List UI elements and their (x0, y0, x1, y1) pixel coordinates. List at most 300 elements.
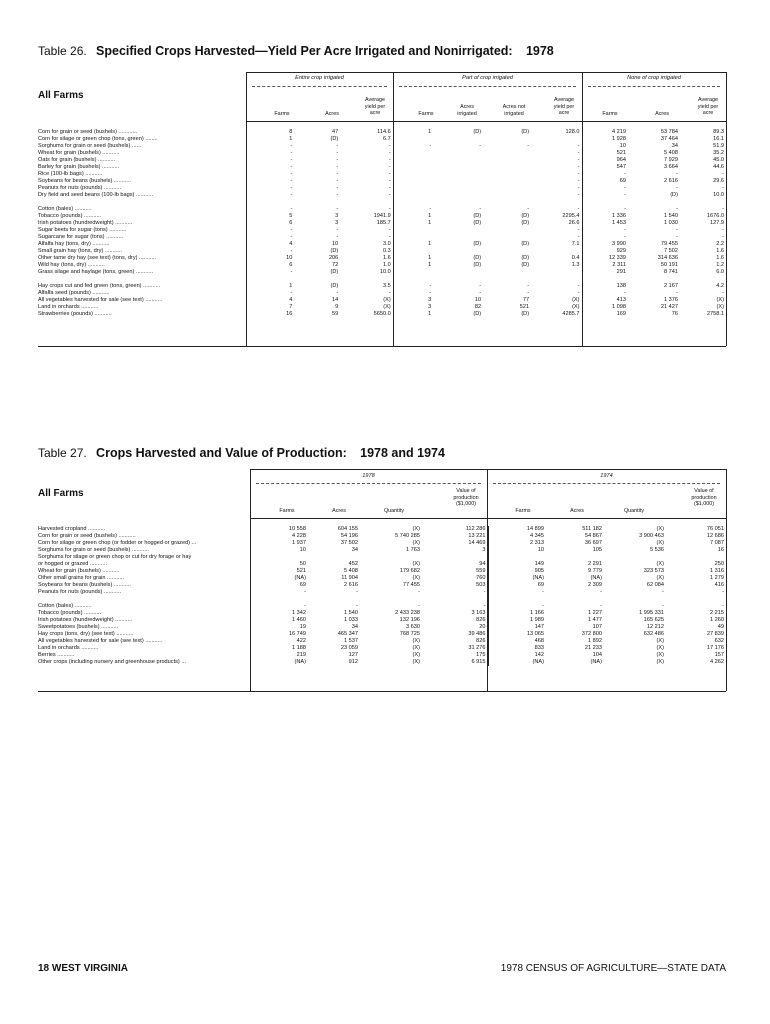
table-cell: - (290, 150, 293, 156)
table-cell (393, 276, 433, 283)
table-cell: 19 (299, 624, 306, 630)
table-cell: 34 (671, 143, 678, 149)
table27-group-1974: 1974 (600, 473, 613, 479)
table-cell: - (290, 227, 293, 233)
table-cell: 2 309 (588, 582, 602, 588)
row-label: Barley for grain (bushels) ........... (36, 164, 246, 171)
table-row (36, 192, 726, 199)
table26-body (36, 129, 726, 318)
table-cell: - (722, 589, 724, 595)
table-cell (531, 199, 582, 206)
table-cell: - (531, 290, 582, 297)
table-cell (531, 248, 582, 255)
table27-col-acres-74: Acres (570, 508, 584, 514)
table-cell: 547 (616, 164, 626, 170)
table-cell (582, 276, 628, 283)
table26-top-rule (246, 72, 726, 73)
table27-top-rule (250, 469, 726, 470)
table-cell: - (336, 185, 339, 191)
table-cell: 5 740 285 (395, 533, 420, 539)
table-cell: 12 339 (608, 255, 626, 261)
table-cell: - (340, 192, 393, 199)
table-cell: 521 (519, 304, 530, 310)
table-cell: 1 989 (530, 617, 544, 623)
table-cell: 77 455 (402, 582, 420, 588)
table-cell: 82 (474, 304, 482, 310)
table-cell: - (356, 603, 358, 609)
table-cell (483, 248, 531, 255)
table-cell: 54 196 (340, 533, 358, 539)
table-cell: (X) (412, 638, 420, 644)
table-cell (433, 136, 483, 143)
table-row (36, 157, 726, 164)
table26-title (38, 44, 554, 58)
table-cell: - (722, 227, 724, 233)
table-cell: 3 630 (406, 624, 420, 630)
table-cell: 2 313 (530, 540, 544, 546)
table-cell: (X) (340, 304, 393, 311)
table-cell: (X) (656, 540, 664, 546)
table27-right-edge (726, 469, 727, 691)
table-cell: 3 (428, 297, 432, 303)
table-cell: (D) (521, 311, 530, 317)
table-cell: - (336, 290, 339, 296)
table-row (36, 652, 726, 659)
table-cell: (X) (656, 638, 664, 644)
table-row (36, 241, 726, 248)
table-cell (531, 136, 582, 143)
table-cell: 1 (428, 241, 432, 247)
table-cell: 16 (717, 547, 724, 553)
table-cell: - (290, 164, 293, 170)
page-footer-state: 18 WEST VIRGINIA (38, 963, 129, 974)
table-cell: (D) (473, 241, 482, 247)
table-row (36, 631, 726, 638)
table27-title-text: Crops Harvested and Value of Production: (96, 446, 347, 460)
table27-body (36, 526, 726, 666)
table-row (36, 624, 726, 631)
table27-bottom-rule (38, 691, 726, 692)
table-row (36, 171, 726, 178)
table-row (36, 561, 726, 568)
table-cell: - (676, 185, 678, 191)
table-cell: 27 839 (706, 631, 724, 637)
table26-group-1: Entire crop irrigated (295, 75, 344, 81)
table-cell: (X) (412, 659, 420, 665)
table-cell: - (340, 206, 393, 213)
table-cell (246, 276, 294, 283)
table-cell: 1 (289, 136, 293, 142)
table-row (36, 164, 726, 171)
table-cell (393, 269, 433, 276)
table-cell: 23 059 (340, 645, 358, 651)
table-cell: 72 (332, 262, 339, 268)
table-cell: 3.0 (340, 241, 393, 248)
table27-year: 1978 and 1974 (360, 446, 445, 460)
table-cell: 50 (299, 561, 306, 567)
table-cell: 3.5 (340, 283, 393, 290)
row-label: Strawberries (pounds) ........... (36, 311, 246, 318)
table-cell: 905 (534, 568, 544, 574)
table-cell (488, 554, 546, 561)
table26-col-acres-1: Acres (325, 111, 339, 117)
table-row (36, 568, 726, 575)
table-cell: 3 163 (422, 610, 488, 617)
table-cell: (D) (330, 269, 339, 275)
table-cell (604, 554, 666, 561)
table-cell: 1 892 (588, 638, 602, 644)
table-cell: 34 (351, 547, 358, 553)
table-cell: 826 (422, 638, 488, 645)
row-label: Corn for grain or seed (bushels) ............ (36, 129, 246, 136)
table-cell: - (542, 589, 544, 595)
table-cell (393, 171, 433, 178)
table-cell: 16 749 (288, 631, 306, 637)
table-cell: (NA) (590, 575, 602, 581)
table-cell: - (304, 589, 306, 595)
table-cell: 7 502 (663, 248, 678, 254)
table-cell: 8 (289, 129, 293, 135)
table-cell: (D) (521, 220, 530, 226)
table-cell: - (531, 206, 582, 213)
table-cell: 3 664 (663, 164, 678, 170)
table-cell: 16.1 (713, 136, 724, 142)
table26-col-yield-2: Average yield per acre (553, 97, 575, 116)
table-cell: 1 937 (292, 540, 306, 546)
table-cell: - (531, 164, 582, 171)
table-cell: 5650.0 (340, 311, 393, 318)
table-cell: 7.1 (531, 241, 582, 248)
table-cell (483, 150, 531, 157)
table-cell: 1 342 (292, 610, 306, 616)
table-cell: - (527, 143, 530, 149)
table-cell: 89.3 (713, 129, 724, 135)
table-cell: 8 741 (663, 269, 678, 275)
table-cell: - (304, 603, 306, 609)
table-cell: 2 616 (663, 178, 678, 184)
table-cell: (NA) (532, 575, 544, 581)
table-cell: 1 336 (612, 213, 626, 219)
table-cell: 59 (332, 311, 339, 317)
table-cell: - (340, 150, 393, 157)
table-cell: - (722, 171, 724, 177)
table-cell: - (531, 234, 582, 241)
table-cell (483, 199, 531, 206)
table-cell: 4 345 (530, 533, 544, 539)
table-cell: 1 763 (406, 547, 420, 553)
table-cell: - (336, 143, 339, 149)
table-cell: 3 (335, 213, 339, 219)
table-cell: 1676.0 (706, 213, 724, 219)
table-cell: 147 (534, 624, 544, 630)
table-cell: 9 779 (588, 568, 602, 574)
table-cell: 323 573 (643, 568, 664, 574)
table-cell (680, 276, 726, 283)
table-cell: - (676, 206, 678, 212)
row-label: Land in orchards ........... (36, 645, 250, 652)
table-cell (433, 227, 483, 234)
table-cell: - (336, 192, 339, 198)
table-cell (308, 554, 360, 561)
table-cell: 9 (335, 304, 339, 310)
row-label: Rice (100-lb bags) ........... (36, 171, 246, 178)
table-cell (433, 185, 483, 192)
table-cell: 114.6 (340, 129, 393, 136)
row-label: Sorghums for silage or green chop or cut for dry forage or hay (36, 554, 250, 561)
table-cell: - (479, 143, 482, 149)
row-label: Irish potatoes (hundredweight) ........... (36, 617, 250, 624)
table-cell: (X) (656, 652, 664, 658)
table-cell: - (340, 227, 393, 234)
table-cell: - (418, 603, 420, 609)
row-label: Corn for silage or green chop (or fodder or hogged or grazed) ... (36, 540, 250, 547)
table-cell: 1 540 (663, 213, 678, 219)
table-cell: 62 084 (646, 582, 664, 588)
table-cell: 7 929 (663, 157, 678, 163)
table-cell: - (600, 603, 602, 609)
table-cell: - (429, 290, 432, 296)
row-label: Sweetpotatoes (bushels) ........... (36, 624, 250, 631)
row-label: Peanuts for nuts (pounds) ........... (36, 185, 246, 192)
table-row (36, 262, 726, 269)
table-cell: 465 347 (337, 631, 358, 637)
table-cell: 169 (616, 311, 626, 317)
table-row (36, 276, 726, 283)
table-cell: 1.0 (340, 262, 393, 269)
table-row (36, 610, 726, 617)
table-cell: - (479, 290, 482, 296)
table-cell: 3 900 463 (639, 533, 664, 539)
table-cell (422, 596, 488, 603)
table26-stub-header: All Farms (38, 90, 84, 101)
table-cell: 69 (299, 582, 306, 588)
table-cell: - (600, 589, 602, 595)
row-label: Tobacco (pounds) ........... (36, 213, 246, 220)
table-cell (433, 157, 483, 164)
table-cell: - (290, 269, 293, 275)
table-row (36, 589, 726, 596)
table27-group-1978: 1978 (362, 473, 375, 479)
table-cell: - (290, 248, 293, 254)
table-cell: 422 (296, 638, 306, 644)
table-cell: 10 (332, 241, 339, 247)
table27-title (38, 446, 445, 460)
row-label: Other tame dry hay (see text) (tons, dry) ........... (36, 255, 246, 262)
table-cell (546, 596, 604, 603)
table-cell: 149 (534, 561, 544, 567)
table-cell: - (340, 143, 393, 150)
table-cell: 503 (422, 582, 488, 589)
row-label: Land in orchards ........... (36, 304, 246, 311)
row-label: Wheat for grain (bushels) ........... (36, 568, 250, 575)
table-cell: 2.2 (716, 241, 724, 247)
table-cell (360, 554, 422, 561)
table-cell: 44.6 (713, 164, 724, 170)
table-cell: - (531, 192, 582, 199)
table-cell: (D) (521, 255, 530, 261)
table-cell: 6 (289, 220, 293, 226)
table-cell (250, 554, 308, 561)
table-cell: 127.9 (710, 220, 724, 226)
table-row (36, 659, 726, 666)
table26-col-acres-notirr: Acres not irrigated (502, 104, 526, 117)
table26-col-yield-3: Average yield per acre (697, 97, 719, 116)
table-row (36, 297, 726, 304)
table-cell (483, 192, 531, 199)
table-cell: 6.7 (340, 136, 393, 143)
table-cell (393, 150, 433, 157)
table-cell: 1 (428, 220, 432, 226)
table-cell: - (531, 185, 582, 192)
table-cell: (X) (656, 526, 664, 532)
table-cell (433, 178, 483, 185)
table-cell: - (624, 227, 626, 233)
table-cell: 2 311 (612, 262, 626, 268)
table-cell: 12 212 (646, 624, 664, 630)
table-cell: (D) (473, 262, 482, 268)
table26-group-underline-1 (252, 86, 387, 87)
table-cell: 45.0 (713, 157, 724, 163)
table-cell: - (676, 290, 678, 296)
table-cell (483, 185, 531, 192)
table-cell: 76 (671, 311, 678, 317)
table-cell (483, 269, 531, 276)
table-cell: 1 098 (612, 304, 626, 310)
table-cell: - (290, 290, 293, 296)
table-row (36, 526, 726, 533)
table-cell: 6.0 (716, 269, 724, 275)
table27-group-underline-2 (493, 483, 720, 484)
table-cell: 17 176 (706, 645, 724, 651)
table27-col-farms-74: Farms (515, 508, 531, 514)
table-cell: 112 286 (422, 526, 488, 533)
table-cell: - (422, 603, 488, 610)
table-cell: 49 (717, 624, 724, 630)
table26-group-underline-2 (399, 86, 576, 87)
table-cell: 13 065 (526, 631, 544, 637)
table-cell (340, 199, 393, 206)
table-cell: (X) (412, 652, 420, 658)
table-cell: 1941.9 (340, 213, 393, 220)
row-label: Hay crops (tons, dry) (see text) ........... (36, 631, 250, 638)
table-cell: 372 800 (581, 631, 602, 637)
table-cell (250, 596, 308, 603)
table-cell: 14 469 (422, 540, 488, 547)
table-cell (393, 178, 433, 185)
table-row (36, 129, 726, 136)
table-cell: 175 (422, 652, 488, 659)
table-cell: 632 486 (643, 631, 664, 637)
table-cell: 5 408 (344, 568, 358, 574)
table-cell: 2 215 (710, 610, 724, 616)
table-cell: 10.0 (340, 269, 393, 276)
table-cell: 1 (428, 311, 432, 317)
table-cell: - (531, 143, 582, 150)
table-cell: (NA) (590, 659, 602, 665)
table-cell: - (290, 157, 293, 163)
table-row (36, 136, 726, 143)
table-cell: 105 (592, 547, 602, 553)
table-cell: 3 990 (612, 241, 626, 247)
table-cell: - (336, 206, 339, 212)
table-cell: 142 (534, 652, 544, 658)
table-cell: - (290, 185, 293, 191)
table-cell: (X) (531, 304, 582, 311)
table26-col-farms-2: Farms (418, 111, 434, 117)
table-cell: 26.6 (531, 220, 582, 227)
table-cell: - (527, 206, 530, 212)
table-cell: 511 182 (582, 526, 602, 532)
table-cell: 39 486 (422, 631, 488, 638)
table-row (36, 596, 726, 603)
table-cell: - (340, 164, 393, 171)
table-cell (294, 199, 340, 206)
table-cell: - (340, 234, 393, 241)
table-cell: 468 (534, 638, 544, 644)
table-cell: 1 260 (710, 617, 724, 623)
table-cell: - (531, 178, 582, 185)
table-cell: (D) (330, 136, 339, 142)
table26-col-acres-3: Acres (655, 111, 669, 117)
table-cell: - (336, 234, 339, 240)
table-cell: - (429, 206, 432, 212)
table26-title-text: Specified Crops Harvested—Yield Per Acre Irrigated and Nonirrigated: (96, 44, 513, 58)
table-cell: 10 (474, 297, 482, 303)
table-row (36, 575, 726, 582)
table-cell: 1.6 (340, 255, 393, 262)
table-cell: 4285.7 (531, 311, 582, 318)
table26-col-farms-3: Farms (602, 111, 618, 117)
table-cell: 4 219 (612, 129, 626, 135)
table-cell: (D) (473, 129, 482, 135)
row-label: Tobacco (pounds) ........... (36, 610, 250, 617)
table-cell: (D) (330, 248, 339, 254)
table-cell: (D) (521, 241, 530, 247)
table-cell: - (290, 143, 293, 149)
row-label: Corn for grain or seed (bushels) ........... (36, 533, 250, 540)
table-cell: 34 (351, 624, 358, 630)
row-label: Soybeans for beans (bushels) ........... (36, 582, 250, 589)
row-label: Corn for silage or green chop (tons, green) ........ (36, 136, 246, 143)
row-label: Alfalfa hay (tons, dry) ........... (36, 241, 246, 248)
table26-col-acres-irr: Acres irrigated (457, 104, 477, 117)
table27-col-farms-78: Farms (279, 508, 295, 514)
table-row (36, 178, 726, 185)
table-cell: 21 427 (660, 304, 678, 310)
table26-col-farms-1: Farms (274, 111, 290, 117)
table26-header-rule (246, 121, 726, 122)
table-cell: - (531, 283, 582, 290)
table-cell: 6 (289, 262, 293, 268)
table27-col-quantity-78: Quantity (383, 508, 405, 514)
table-cell: - (676, 234, 678, 240)
table-cell: 12 686 (706, 533, 724, 539)
table-cell (666, 596, 726, 603)
row-label: Peanuts for nuts (pounds) ........... (36, 589, 250, 596)
table-cell: 760 (422, 575, 488, 582)
table26-group-3: None of crop irrigated (627, 75, 681, 81)
table-cell: 37 502 (340, 540, 358, 546)
table-cell (433, 276, 483, 283)
table-row (36, 185, 726, 192)
table-row (36, 227, 726, 234)
row-label (36, 276, 246, 283)
table-cell: (X) (656, 645, 664, 651)
table-cell: - (722, 206, 724, 212)
table-cell: 20 (422, 624, 488, 631)
table-cell (628, 199, 680, 206)
table-cell: - (624, 206, 626, 212)
